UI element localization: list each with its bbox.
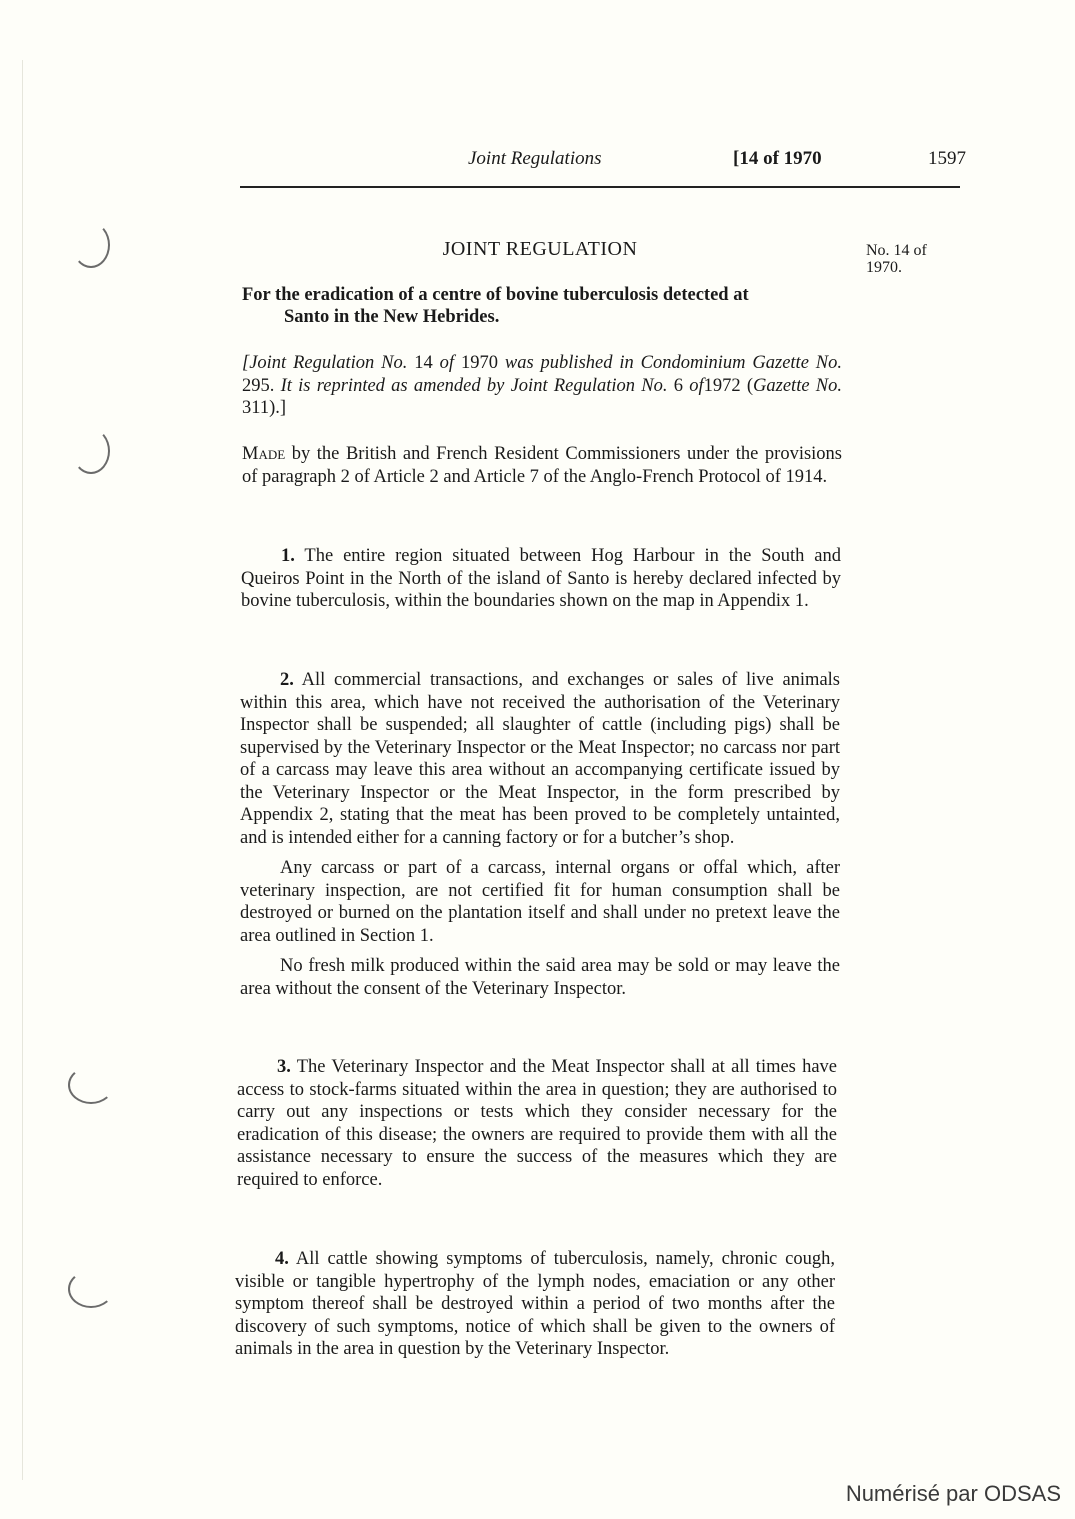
punch-hole-mark (72, 222, 110, 268)
page-edge-line (22, 60, 23, 1480)
publication-note (242, 352, 842, 420)
note-fragment: 14 (407, 353, 440, 373)
punch-hole-mark (68, 1066, 114, 1104)
section-number: 2. (280, 670, 294, 690)
note-fragment: [Joint Regulation No. (242, 353, 408, 373)
running-head (240, 148, 965, 178)
note-fragment: Gazette No. (753, 375, 843, 396)
enacting-text: by the British and French Resident Commissioners under the provisions of paragraph 2 of Article 2 and Article 7 of the Anglo-French Protocol of 1914. (242, 444, 842, 487)
section-2 (240, 669, 840, 1000)
margin-note-line: No. 14 of (866, 242, 927, 259)
section-3 (237, 1056, 837, 1191)
note-fragment: was published in Condominium Gazette No. (504, 353, 843, 373)
running-head-reference: [14 of 1970 (733, 148, 822, 169)
margin-note (866, 242, 956, 276)
enacting-clause (242, 443, 842, 488)
note-fragment: 6 (667, 375, 690, 396)
section-text: All cattle showing symptoms of tuberculosis, namely, chronic cough, visible or tangible hypertrophy of the lymph nodes, emaciation or any other symptom thereof shall be destroyed within a period of two months after the discovery of such symptoms, notice of which shall be given to the owners of animals in the area in question by the Veterinary Inspector. (235, 1249, 835, 1359)
scan-watermark: Numérisé par ODSAS (845, 1481, 1061, 1506)
section-text: The entire region situated between Hog Harbour in the South and Queiros Point in the North of the island of Santo is hereby declared infected by bovine tuberculosis, within the boundaries shown on the map in Appendix 1. (241, 546, 841, 611)
note-fragment: of (439, 353, 455, 373)
note-fragment: 311).] (242, 398, 287, 418)
document-heading: JOINT REGULATION (442, 238, 638, 260)
title-line: For the eradication of a centre of bovine tuberculosis detected at (242, 285, 749, 305)
note-fragment: It is reprinted as amended by Joint Regulation No. (280, 375, 668, 396)
page-number: 1597 (928, 148, 966, 169)
running-head-title: Joint Regulations (468, 148, 602, 169)
header-rule (240, 186, 960, 188)
margin-note-line: 1970. (866, 259, 902, 276)
section-paragraph: No fresh milk produced within the said area may be sold or may leave the area without the consent of the Veterinary Inspector. (240, 956, 840, 999)
note-fragment: 1970 (454, 353, 505, 373)
section-1 (241, 545, 841, 613)
regulation-title (242, 284, 842, 328)
section-number: 4. (275, 1249, 289, 1269)
section-paragraph: Any carcass or part of a carcass, internal organs or offal which, after veterinary inspection, are not certified fit for human consumption shall be destroyed or burned on the plantation itself and shall under no pretext leave the area outlined in Section 1. (240, 858, 840, 946)
note-fragment: 295. (242, 375, 281, 396)
section-number: 3. (277, 1057, 291, 1077)
note-fragment: 1972 ( (703, 375, 754, 396)
made-word: Made (242, 444, 286, 464)
section-text: The Veterinary Inspector and the Meat Inspector shall at all times have access to stock-farms situated within the area in question; they are authorised to carry out any inspections or tests which they consider necessary for the eradication of this disease; the owners are required to provide them with all the assistance necessary to ensure the success of the measures which they are required to enforce. (237, 1057, 837, 1190)
note-fragment: of (689, 375, 704, 396)
section-text: All commercial transactions, and exchanges or sales of live animals within this area, which have not received the authorisation of the Veterinary Inspector shall be suspended; all slaughter of cattle (including pigs) shall be supervised by the Veterinary Inspector or the Meat Inspector; no carcass nor part of a carcass may leave this area without an accompanying certificate issued by the Veterinary Inspector or the Meat Inspector, in the form prescribed by Appendix 2, stating that the meat has been proved to be completely untainted, and is intended either for a canning factory or for a butcher’s shop. (240, 670, 840, 848)
section-number: 1. (281, 546, 295, 566)
title-line: Santo in the New Hebrides. (284, 307, 500, 327)
punch-hole-mark (68, 1270, 114, 1308)
punch-hole-mark (72, 428, 110, 474)
section-4 (235, 1248, 835, 1361)
